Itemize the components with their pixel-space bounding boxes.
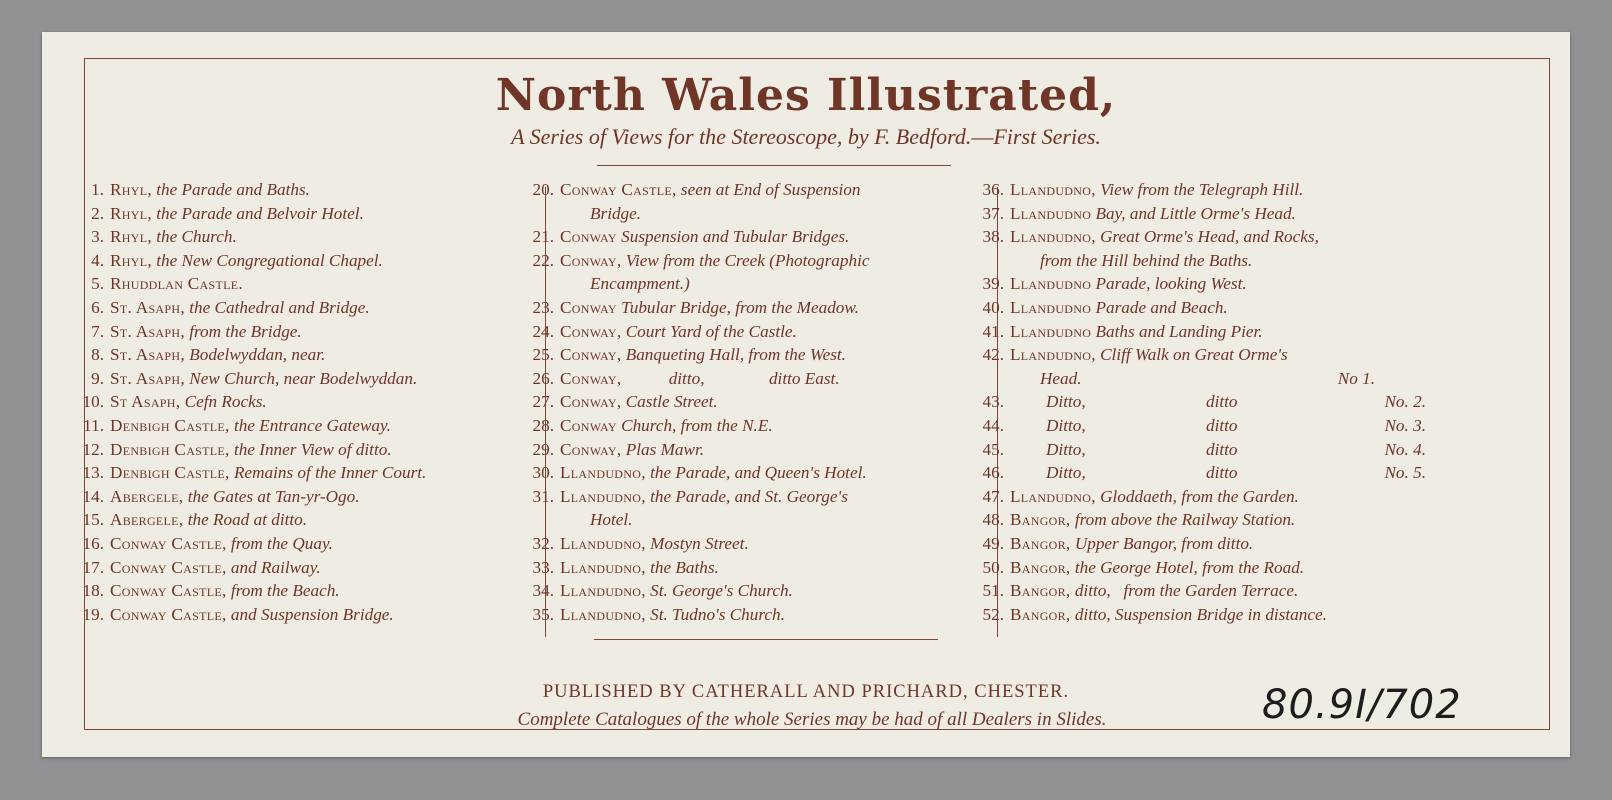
item-place: Denbigh Castle,: [110, 439, 230, 459]
item-place: Llandudno: [1010, 297, 1092, 317]
item-continuation: from the Hill behind the Baths.: [1040, 250, 1253, 270]
item-number: 36.: [982, 180, 1004, 199]
item-number: 51.: [982, 581, 1004, 601]
item-number: 18.: [82, 581, 104, 601]
item-place: St. Asaph,: [110, 297, 185, 317]
item-description: the Inner View of ditto.: [229, 439, 392, 459]
list-item: [64, 225, 426, 249]
item-description: Tubular Bridge, from the Meadow.: [616, 297, 859, 317]
item-number: 37.: [982, 203, 1004, 223]
item-place: Llandudno: [1010, 321, 1092, 341]
item-place: Llandudno,: [560, 604, 646, 624]
item-place: Rhyl,: [110, 227, 152, 247]
list-item: [964, 320, 1426, 344]
list-item: [514, 414, 869, 438]
item-number: 1.: [91, 180, 104, 199]
ditto-mark: ditto: [1206, 463, 1238, 483]
item-description: the Parade, and St. George's: [645, 486, 848, 506]
list-item: [64, 579, 426, 603]
subtitle-part-2: First Series.: [993, 124, 1101, 149]
card-subtitle: [42, 124, 1570, 150]
item-place: Rhyl,: [110, 250, 152, 270]
ditto-mark: ditto: [1206, 392, 1238, 412]
item-number: 5.: [91, 274, 104, 294]
list-item: [964, 485, 1426, 509]
item-number: 28.: [532, 415, 554, 435]
item-description: Upper Bangor, from ditto.: [1070, 533, 1254, 553]
list-item: [514, 461, 869, 485]
item-place: Llandudno,: [560, 557, 646, 577]
item-number: 47.: [982, 486, 1004, 506]
item-place: Rhuddlan Castle.: [110, 274, 243, 294]
item-place: Abergele,: [110, 486, 184, 506]
handwritten-accession-number: 80.9I/702: [1262, 682, 1462, 728]
item-description: St. George's Church.: [645, 581, 793, 601]
item-description: ditto, Suspension Bridge in distance.: [1070, 604, 1327, 624]
item-place: St. Asaph,: [110, 368, 185, 388]
list-item: [64, 603, 426, 627]
item-number: 38.: [982, 227, 1004, 247]
list-item: [964, 603, 1426, 627]
item-number: 25.: [532, 345, 554, 365]
item-description: Parade and Beach.: [1091, 297, 1228, 317]
list-item: [64, 202, 426, 226]
list-item: [514, 579, 869, 603]
item-description: Baths and Landing Pier.: [1091, 321, 1263, 341]
item-number: 35.: [532, 604, 554, 624]
list-item: [964, 272, 1426, 296]
list-item: [514, 178, 869, 202]
item-place: Conway Castle,: [110, 604, 227, 624]
item-description: Mostyn Street.: [645, 533, 749, 553]
list-item: [964, 461, 1426, 485]
list-item: [64, 438, 426, 462]
item-description: Court Yard of the Castle.: [621, 321, 797, 341]
list-item: [964, 296, 1426, 320]
list-item: [514, 320, 869, 344]
item-number: 42.: [982, 345, 1004, 365]
item-place: Abergele,: [110, 510, 184, 530]
list-item: [514, 603, 869, 627]
item-place: St. Asaph,: [110, 345, 185, 365]
item-place: Rhyl,: [110, 203, 152, 223]
item-description: the New Congregational Chapel.: [151, 250, 383, 270]
card-title: North Wales Illustrated,: [495, 70, 1117, 121]
item-number: 13.: [82, 463, 104, 483]
item-number: 26.: [532, 368, 554, 388]
continuation-text: Head.: [1040, 368, 1082, 388]
item-number: 52.: [982, 604, 1004, 624]
item-number: 15.: [82, 510, 104, 530]
item-number: 33.: [532, 557, 554, 577]
item-place: Bangor,: [1010, 533, 1071, 553]
item-description: Parade, looking West.: [1091, 274, 1247, 294]
item-number: 14.: [82, 486, 104, 506]
item-number: 7.: [91, 321, 104, 341]
header-rule: [597, 165, 951, 166]
item-number: 29.: [532, 439, 554, 459]
item-place: Llandudno,: [1010, 345, 1096, 365]
list-item: [64, 532, 426, 556]
item-place: Conway,: [560, 368, 622, 388]
ditto-mark: Ditto,: [1046, 439, 1086, 459]
item-number: 12.: [82, 439, 104, 459]
list-item: [964, 390, 1426, 414]
item-description: from the Beach.: [226, 581, 340, 601]
item-number: 21.: [532, 227, 554, 247]
item-number: 20.: [532, 180, 554, 199]
item-place: Conway,: [560, 345, 622, 365]
list-item: [64, 390, 426, 414]
item-place: Llandudno,: [560, 486, 646, 506]
item-number: 44.: [982, 415, 1004, 435]
item-place: Bangor,: [1010, 510, 1071, 530]
list-item: [964, 343, 1426, 367]
item-place: Denbigh Castle,: [110, 463, 230, 483]
item-number: 40.: [982, 297, 1004, 317]
item-number: 6.: [91, 297, 104, 317]
item-number: 27.: [532, 392, 554, 412]
item-description: the Road at ditto.: [183, 510, 308, 530]
item-number: 4.: [91, 250, 104, 270]
list-item: [64, 249, 426, 273]
item-number: 45.: [982, 439, 1004, 459]
column-3: [964, 178, 1426, 626]
ditto-mark: Ditto,: [1046, 392, 1086, 412]
item-number: 2.: [91, 203, 104, 223]
list-item: [514, 225, 869, 249]
subtitle-dash: —: [971, 124, 994, 149]
item-description: View from the Telegraph Hill.: [1095, 180, 1304, 199]
list-item: [964, 579, 1426, 603]
item-place: Rhyl,: [110, 180, 152, 199]
item-description: ditto, ditto East.: [621, 368, 840, 388]
item-place: Denbigh Castle,: [110, 415, 230, 435]
item-description: Remains of the Inner Court.: [229, 463, 427, 483]
item-description: the Parade and Baths.: [151, 180, 310, 199]
list-item: [964, 178, 1426, 202]
item-number: 3.: [91, 227, 104, 247]
list-item: [514, 390, 869, 414]
list-item: [64, 508, 426, 532]
item-place: Llandudno: [1010, 274, 1092, 294]
footer-rule: [594, 639, 938, 640]
list-item: [964, 225, 1426, 249]
item-continuation: Bridge.: [590, 203, 642, 223]
item-number: 32.: [532, 533, 554, 553]
list-item: [964, 556, 1426, 580]
column-1: [64, 178, 426, 626]
view-number: No. 2.: [1384, 392, 1426, 412]
item-number: 16.: [82, 533, 104, 553]
item-place: Conway,: [560, 392, 622, 412]
item-place: Llandudno: [1010, 203, 1092, 223]
item-description: Castle Street.: [621, 392, 718, 412]
list-item: [964, 508, 1426, 532]
item-description: the Entrance Gateway.: [229, 415, 391, 435]
ditto-mark: Ditto,: [1046, 463, 1086, 483]
item-place: Llandudno,: [1010, 486, 1096, 506]
list-item: [514, 249, 869, 273]
item-description: Banqueting Hall, from the West.: [621, 345, 846, 365]
item-place: Llandudno,: [1010, 180, 1096, 199]
ditto-mark: ditto: [1206, 415, 1238, 435]
item-description: seen at End of Suspension: [676, 180, 861, 199]
item-continuation: Hotel.: [590, 510, 633, 530]
list-item: [514, 485, 869, 509]
item-number: 9.: [91, 368, 104, 388]
item-description: St. Tudno's Church.: [645, 604, 785, 624]
list-item: [64, 343, 426, 367]
list-item: [514, 556, 869, 580]
item-place: Bangor,: [1010, 581, 1071, 601]
stereoscope-card: [42, 32, 1570, 757]
item-number: 41.: [982, 321, 1004, 341]
item-place: Conway,: [560, 439, 622, 459]
publisher-line: PUBLISHED BY CATHERALL AND PRICHARD, CHESTER.: [542, 682, 1070, 702]
item-place: Bangor,: [1010, 557, 1071, 577]
item-place: Bangor,: [1010, 604, 1071, 624]
item-number: 34.: [532, 581, 554, 601]
item-number: 31.: [532, 486, 554, 506]
list-item: [964, 414, 1426, 438]
item-description: the Cathedral and Bridge.: [184, 297, 370, 317]
list-item: [64, 367, 426, 391]
item-description: View from the Creek (Photographic: [621, 250, 870, 270]
item-description: Bodelwyddan, near.: [184, 345, 326, 365]
view-number: No. 3.: [1384, 415, 1426, 435]
item-description: Bay, and Little Orme's Head.: [1091, 203, 1296, 223]
list-item: [514, 296, 869, 320]
item-description: Plas Mawr.: [621, 439, 705, 459]
item-description: and Railway.: [226, 557, 321, 577]
item-number: 11.: [83, 415, 104, 435]
list-item: [514, 532, 869, 556]
item-number: 19.: [82, 604, 104, 624]
subtitle-part-1: A Series of Views for the Stereoscope, by F. Bedford.: [511, 124, 972, 149]
item-description: Cefn Rocks.: [180, 392, 267, 412]
item-description: Gloddaeth, from the Garden.: [1095, 486, 1299, 506]
item-description: New Church, near Bodelwyddan.: [184, 368, 418, 388]
item-description: the Parade and Belvoir Hotel.: [151, 203, 364, 223]
list-item: [64, 414, 426, 438]
item-description: from the Quay.: [226, 533, 333, 553]
item-description: Great Orme's Head, and Rocks,: [1095, 227, 1319, 247]
item-place: Llandudno,: [1010, 227, 1096, 247]
item-place: Conway,: [560, 321, 622, 341]
item-place: Conway: [560, 227, 617, 247]
item-place: Llandudno,: [560, 463, 646, 483]
item-place: Conway: [560, 297, 617, 317]
item-description: the Church.: [151, 227, 237, 247]
list-item: [64, 178, 426, 202]
list-item: [514, 438, 869, 462]
item-number: 50.: [982, 557, 1004, 577]
item-continuation: Encampment.): [590, 274, 690, 294]
item-place: Llandudno,: [560, 581, 646, 601]
item-description: from the Bridge.: [184, 321, 302, 341]
item-description: Suspension and Tubular Bridges.: [616, 227, 850, 247]
list-item: [964, 532, 1426, 556]
item-number: 10.: [82, 392, 104, 412]
item-number: 49.: [982, 533, 1004, 553]
item-place: Conway,: [560, 250, 622, 270]
list-item: [64, 461, 426, 485]
list-item: [64, 296, 426, 320]
list-item: [64, 272, 426, 296]
item-description: from above the Railway Station.: [1070, 510, 1296, 530]
list-item: [964, 202, 1426, 226]
column-2: [514, 178, 869, 626]
item-place: St. Asaph,: [110, 321, 185, 341]
list-item: [64, 556, 426, 580]
item-description: Church, from the N.E.: [616, 415, 773, 435]
view-number: No 1.: [1337, 368, 1375, 388]
item-place: St Asaph,: [110, 392, 181, 412]
item-description: the Parade, and Queen's Hotel.: [645, 463, 867, 483]
item-place: Conway Castle,: [110, 533, 227, 553]
item-number: 48.: [982, 510, 1004, 530]
item-continuation: [964, 367, 1375, 391]
item-place: Conway Castle,: [110, 581, 227, 601]
item-description: the Baths.: [645, 557, 719, 577]
view-number: No. 5.: [1384, 463, 1426, 483]
item-place: Conway Castle,: [110, 557, 227, 577]
item-description: ditto, from the Garden Terrace.: [1070, 581, 1299, 601]
item-description: and Suspension Bridge.: [226, 604, 394, 624]
item-number: 46.: [982, 463, 1004, 483]
list-item: [64, 485, 426, 509]
ditto-mark: Ditto,: [1046, 415, 1086, 435]
item-description: the George Hotel, from the Road.: [1070, 557, 1305, 577]
list-item: [964, 438, 1426, 462]
item-number: 22.: [532, 250, 554, 270]
item-number: 43.: [982, 392, 1004, 412]
item-description: the Gates at Tan-yr-Ogo.: [183, 486, 360, 506]
item-description: Cliff Walk on Great Orme's: [1095, 345, 1288, 365]
item-number: 39.: [982, 274, 1004, 294]
item-place: Llandudno,: [560, 533, 646, 553]
item-place: Conway Castle,: [560, 180, 677, 199]
list-item: [514, 367, 869, 391]
item-number: 30.: [532, 463, 554, 483]
catalogue-note: Complete Catalogues of the whole Series may be had of all Dealers in Slides.: [517, 709, 1107, 730]
list-item: [64, 320, 426, 344]
item-number: 8.: [91, 345, 104, 365]
item-number: 23.: [532, 297, 554, 317]
item-number: 24.: [532, 321, 554, 341]
view-number: No. 4.: [1384, 439, 1426, 459]
item-place: Conway: [560, 415, 617, 435]
list-item: [514, 343, 869, 367]
ditto-mark: ditto: [1206, 439, 1238, 459]
item-number: 17.: [82, 557, 104, 577]
